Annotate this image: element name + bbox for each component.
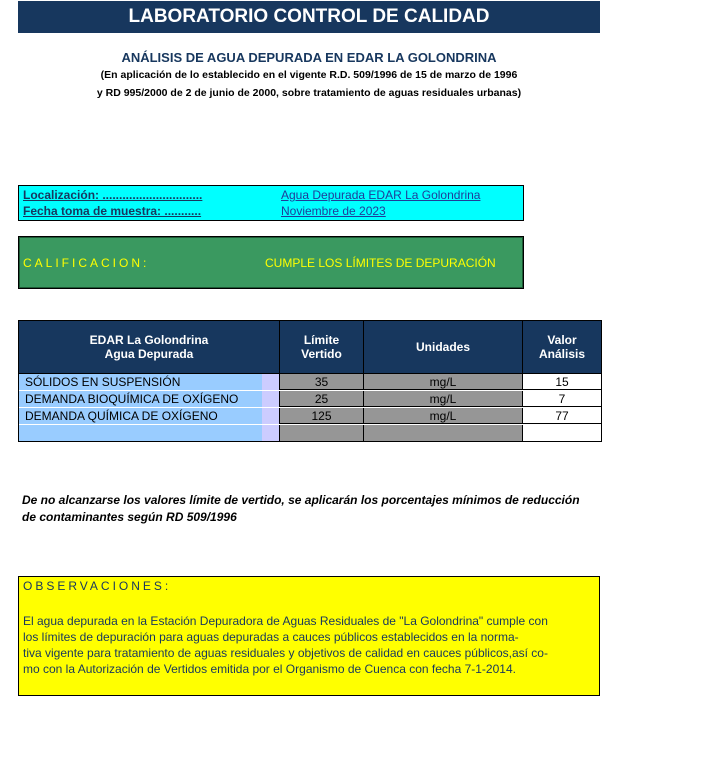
table-row-empty bbox=[19, 425, 601, 441]
legal-note-line-2: y RD 995/2000 de 2 de junio de 2000, sobre tratamiento de aguas residuales urbanas) bbox=[96, 87, 522, 99]
unit-cell[interactable]: mg/L bbox=[363, 391, 522, 407]
observaciones-title: OBSERVACIONES: bbox=[23, 579, 172, 593]
header-parameter-line1: EDAR La Golondrina bbox=[89, 333, 209, 347]
unit-cell[interactable]: mg/L bbox=[363, 374, 522, 390]
warning-line-1: De no alcanzarse los valores límite de vertido, se aplicarán los porcentajes mínimos de reducción bbox=[22, 493, 580, 507]
results-table-header bbox=[18, 320, 602, 374]
param-cell[interactable]: DEMANDA QUÍMICA DE OXÍGENO bbox=[19, 408, 279, 424]
param-cell-accent bbox=[262, 391, 279, 407]
header-parameter-line2: Agua Depurada bbox=[104, 347, 194, 361]
param-cell-accent bbox=[262, 425, 279, 441]
calificacion-label: CALIFICACION: bbox=[23, 256, 150, 270]
observaciones-line-3: tiva vigente para tratamiento de aguas residuales y objetivos de calidad en cauces públicos,así co- bbox=[23, 646, 548, 660]
value-cell[interactable]: 77 bbox=[522, 408, 601, 424]
param-cell[interactable]: DEMANDA BIOQUÍMICA DE OXÍGENO bbox=[19, 391, 279, 407]
value-cell[interactable]: 15 bbox=[522, 374, 601, 390]
report-subtitle: ANÁLISIS DE AGUA DEPURADA EN EDAR LA GOLONDRINA bbox=[121, 50, 497, 65]
header-parameter bbox=[19, 321, 279, 373]
unit-cell-empty[interactable] bbox=[363, 425, 522, 441]
param-cell-accent bbox=[262, 374, 279, 390]
warning-line-2: de contaminantes según RD 509/1996 bbox=[22, 510, 237, 524]
header-value bbox=[522, 321, 601, 373]
table-row bbox=[19, 374, 601, 390]
table-row bbox=[19, 391, 601, 407]
header-value-line2: Análisis bbox=[538, 347, 586, 361]
header-limit-line2: Vertido bbox=[301, 347, 342, 361]
location-label: Localización: .............................. bbox=[23, 188, 203, 202]
value-cell[interactable]: 7 bbox=[522, 391, 601, 407]
limit-cell[interactable]: 35 bbox=[279, 374, 363, 390]
header-units-label: Unidades bbox=[415, 340, 470, 354]
sample-date-value[interactable]: Noviembre de 2023 bbox=[281, 204, 386, 218]
header-value-line1: Valor bbox=[547, 333, 577, 347]
limit-cell[interactable]: 125 bbox=[279, 408, 363, 424]
observaciones-line-4: mo con la Autorización de Vertidos emitida por el Organismo de Cuenca con fecha 7-1-2014. bbox=[23, 662, 516, 676]
param-cell-empty[interactable] bbox=[19, 425, 279, 441]
header-units bbox=[363, 321, 522, 373]
limit-cell-empty[interactable] bbox=[279, 425, 363, 441]
location-value[interactable]: Agua Depurada EDAR La Golondrina bbox=[281, 188, 481, 202]
legal-note-line-1: (En aplicación de lo establecido en el vigente R.D. 509/1996 de 15 de marzo de 1996 bbox=[100, 69, 518, 81]
param-cell-accent bbox=[262, 408, 279, 424]
location-box bbox=[18, 185, 524, 221]
param-cell[interactable]: SÓLIDOS EN SUSPENSIÓN bbox=[19, 374, 279, 390]
sample-date-label: Fecha toma de muestra: ........... bbox=[23, 204, 202, 218]
limit-cell[interactable]: 25 bbox=[279, 391, 363, 407]
warning-note bbox=[22, 492, 642, 526]
observaciones-line-2: los límites de depuración para aguas depuradas a cauces públicos establecidos en la norma- bbox=[23, 630, 519, 644]
observaciones-box bbox=[18, 576, 600, 696]
calificacion-box bbox=[18, 236, 524, 289]
table-row bbox=[19, 408, 601, 424]
header-limit bbox=[279, 321, 363, 373]
unit-cell[interactable]: mg/L bbox=[363, 408, 522, 424]
report-title: LABORATORIO CONTROL DE CALIDAD bbox=[18, 1, 600, 33]
calificacion-value: CUMPLE LOS LÍMITES DE DEPURACIÓN bbox=[265, 256, 496, 270]
value-cell-empty[interactable] bbox=[522, 425, 601, 441]
observaciones-line-1: El agua depurada en la Estación Depuradora de Aguas Residuales de "La Golondrina" cumple con bbox=[23, 614, 548, 628]
results-table-body bbox=[18, 373, 602, 442]
header-limit-line1: Límite bbox=[303, 333, 340, 347]
